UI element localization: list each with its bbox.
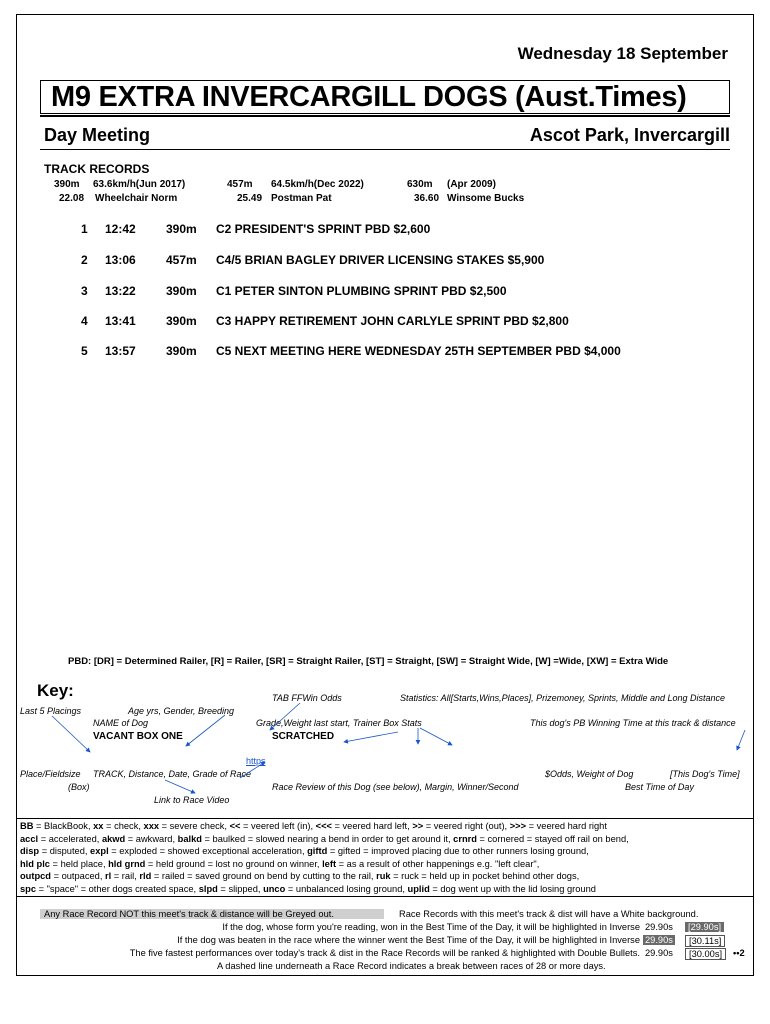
abbreviation-term: <<< (315, 821, 332, 831)
abbreviation-meaning: = veered left (in), (240, 821, 316, 831)
abbreviation-term: crnrd (453, 833, 477, 844)
record-dist: 390m (54, 179, 80, 190)
race-time: 13:57 (105, 344, 136, 358)
key-statistics: Statistics: All[Starts,Wins,Places], Prizemoney, Sprints, Middle and Long Distance (400, 693, 726, 703)
abbreviation-meaning: = veered right (out), (423, 821, 510, 831)
abbreviation-term: unco (263, 884, 286, 894)
record-dog: Winsome Bucks (447, 193, 525, 204)
abbreviation-meaning: = dog went up with the lid losing ground (429, 884, 596, 894)
venue: Ascot Park, Invercargill (529, 125, 730, 145)
abbreviation-meaning: = veered hard right (526, 821, 607, 831)
abbreviation-term: giftd (307, 846, 328, 857)
key-box: (Box) (68, 782, 90, 792)
record-time: 36.60 (414, 193, 440, 204)
record-dog: Postman Pat (271, 193, 332, 204)
key-this-dogs-time: [This Dog's Time] (670, 769, 740, 779)
record-dog: Wheelchair Norm (95, 193, 178, 204)
abbreviation-term: uplid (407, 884, 430, 894)
abbreviation-meaning: = "space" = other dogs created space, (36, 884, 199, 894)
abbreviation-term: BB (20, 821, 34, 831)
abbreviation-meaning: = held place, (49, 858, 109, 869)
race-number: 2 (81, 253, 88, 267)
legend-white-note: Race Records with this meet's track & dist will have a White background. (399, 909, 699, 919)
abbreviation-term: expl (90, 846, 109, 857)
key-best-time: Best Time of Day (625, 782, 694, 792)
legend-rule (16, 896, 754, 897)
race-number: 3 (81, 284, 88, 298)
key-grade: Grade,Weight last start, Trainer Box Stats (256, 718, 422, 728)
abbreviation-line (20, 821, 607, 831)
abbreviation-term: akwd (101, 833, 126, 844)
abbreviation-term: spc (20, 884, 37, 894)
key-last5: Last 5 Placings (20, 706, 82, 716)
legend-line3: If the dog was beaten in the race where the winner went the Best Time of the Day, it will be highlighted in Inverse (177, 935, 640, 945)
abbreviation-meaning: = slipped, (217, 884, 264, 894)
race-distance: 390m (166, 314, 197, 328)
abbreviation-meaning: = ruck = held up in pocket behind other dogs, (390, 871, 580, 882)
key-place-fieldsize: Place/Fieldsize (20, 769, 81, 779)
legend-line2: If the dog, whose form you're reading, won in the Best Time of the Day, it will be highlighted in Inverse (222, 922, 640, 932)
abbreviation-meaning: = severe check, (159, 821, 230, 831)
abbreviation-term: outpcd (20, 871, 51, 882)
race-distance: 457m (166, 253, 197, 267)
abbreviation-meaning: = as a result of other happenings e.g. "left clear", (336, 858, 540, 869)
abbreviation-meaning: = baulked = slowed nearing a bend in order to get around it, (201, 833, 454, 844)
record-dist: 630m (407, 179, 433, 190)
race-name[interactable]: C1 PETER SINTON PLUMBING SPRINT PBD $2,500 (216, 284, 507, 298)
abbreviation-term: left (322, 858, 337, 869)
abbreviation-term: balkd (177, 833, 202, 844)
abbreviation-line (20, 846, 589, 856)
abbreviation-meaning: = rail, (111, 871, 140, 882)
track-records-label: TRACK RECORDS (44, 162, 150, 176)
abbreviation-term: xxx (143, 821, 160, 831)
abbreviation-line (20, 871, 579, 881)
abbreviation-meaning: = veered hard left, (331, 821, 413, 831)
legend-line3-box: [30.11s] (685, 935, 725, 947)
race-number: 5 (81, 344, 88, 358)
key-vacant-box: VACANT BOX ONE (93, 731, 183, 742)
race-name[interactable]: C3 HAPPY RETIREMENT JOHN CARLYLE SPRINT PBD $2,800 (216, 314, 569, 328)
key-age: Age yrs, Gender, Breeding (128, 706, 235, 716)
abbreviation-meaning: = gifted = improved placing due to other runners losing ground, (327, 846, 589, 857)
race-time: 13:06 (105, 253, 136, 267)
key-link-video: Link to Race Video (154, 795, 230, 805)
key-track-dist: TRACK, Distance, Date, Grade of Race (93, 769, 252, 779)
abbreviation-meaning: = exploded = showed exceptional acceleration, (108, 846, 308, 857)
legend-line4: The five fastest performances over today's track & dist in the Race Records will be ranked & highlighted with Double Bullets. (129, 948, 640, 958)
legend-line4-box: [30.00s] (685, 948, 726, 960)
legend-double-bullets: ••2 (733, 948, 745, 958)
record-time: 22.08 (59, 193, 85, 204)
record-info: 63.6km/h(Jun 2017) (93, 179, 186, 190)
key-odds-weight: $Odds, Weight of Dog (545, 769, 634, 779)
race-time: 13:41 (105, 314, 136, 328)
abbreviation-meaning: = cornered = stayed off rail on bend, (476, 833, 629, 844)
race-distance: 390m (166, 284, 197, 298)
legend-line5: A dashed line underneath a Race Record indicates a break between races of 28 or more days. (217, 961, 606, 971)
abbreviation-meaning: = unbalanced losing ground, (285, 884, 408, 894)
meeting-date: Wednesday 18 September (517, 44, 728, 63)
key-heading: Key: (37, 681, 74, 700)
legend-grey-note: Any Race Record NOT this meet's track & distance will be Greyed out. (40, 909, 384, 919)
race-time: 13:22 (105, 284, 136, 298)
pbd-note: PBD: [DR] = Determined Railer, [R] = Railer, [SR] = Straight Railer, [ST] = Straight, [SW] = Straight Wide, [W] =Wide, [XW] = Extra Wide (68, 656, 669, 667)
key-race-review: Race Review of this Dog (see below), Margin, Winner/Second (272, 782, 519, 792)
abbreviation-term: >>> (509, 821, 527, 831)
legend-line3-time: 29.90s (645, 935, 673, 945)
race-time: 12:42 (105, 222, 136, 236)
abbreviation-meaning: = BlackBook, (33, 821, 94, 831)
key-pb-time: This dog's PB Winning Time at this track & distance (530, 718, 736, 728)
key-tab-ffwin: TAB FFWin Odds (272, 693, 342, 703)
race-distance: 390m (166, 344, 197, 358)
race-number: 4 (81, 314, 88, 328)
abbreviations-rule (16, 818, 754, 820)
abbreviation-meaning: = held ground = lost no ground on winner, (145, 858, 323, 869)
race-name[interactable]: C2 PRESIDENT'S SPRINT PBD $2,600 (216, 222, 431, 236)
legend-line2-box: [29.90s] (685, 922, 724, 932)
abbreviation-meaning: = outpaced, (50, 871, 105, 882)
abbreviation-term: xx (93, 821, 104, 831)
key-https-link[interactable]: https (246, 756, 266, 766)
abbreviation-meaning: = accelerated, (38, 833, 102, 844)
legend-line2-time: 29.90s (645, 922, 673, 932)
abbreviation-term: hld plc (20, 858, 50, 869)
abbreviation-line (20, 884, 596, 894)
abbreviation-meaning: = awkward, (125, 833, 178, 844)
abbreviation-term: rld (139, 871, 152, 882)
race-number: 1 (81, 222, 88, 236)
key-name-of-dog: NAME of Dog (93, 718, 149, 728)
record-dist: 457m (227, 179, 253, 190)
abbreviation-meaning: = railed = saved ground on bend by cutting to the rail, (151, 871, 377, 882)
race-name[interactable]: C5 NEXT MEETING HERE WEDNESDAY 25TH SEPTEMBER PBD $4,000 (216, 344, 621, 358)
legend-line4-time: 29.90s (645, 948, 673, 958)
record-time: 25.49 (237, 193, 263, 204)
record-info: (Apr 2009) (447, 179, 496, 190)
race-distance: 390m (166, 222, 197, 236)
abbreviation-term: disp (20, 846, 40, 857)
race-name[interactable]: C4/5 BRIAN BAGLEY DRIVER LICENSING STAKES $5,900 (216, 253, 545, 267)
meeting-type: Day Meeting (44, 125, 151, 145)
abbreviation-term: hld grnd (108, 858, 146, 869)
abbreviation-term: >> (412, 821, 424, 831)
record-info: 64.5km/h(Dec 2022) (271, 179, 364, 190)
abbreviation-meaning: = disputed, (39, 846, 91, 857)
abbreviation-line (20, 834, 629, 844)
abbreviation-term: ruk (376, 871, 391, 882)
abbreviation-term: slpd (198, 884, 218, 894)
abbreviation-term: << (229, 821, 241, 831)
abbreviation-term: accl (20, 833, 39, 844)
abbreviation-line (20, 859, 539, 869)
abbreviation-meaning: = check, (103, 821, 144, 831)
key-scratched: SCRATCHED (272, 731, 335, 742)
abbreviation-term: rl (105, 871, 112, 882)
meeting-title: M9 EXTRA INVERCARGILL DOGS (Aust.Times) (51, 81, 687, 113)
